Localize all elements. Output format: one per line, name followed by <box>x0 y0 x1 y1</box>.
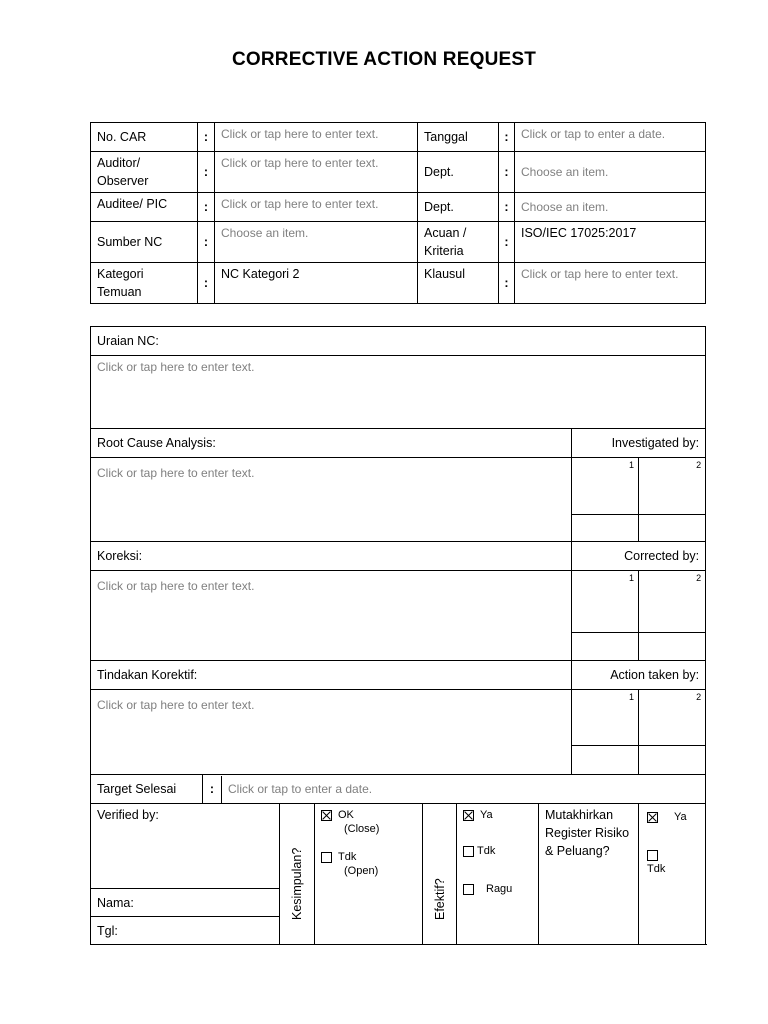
auditor-field[interactable]: Click or tap here to enter text. <box>215 152 418 193</box>
sumber-nc-label: Sumber NC <box>91 222 198 263</box>
koreksi-field[interactable]: Click or tap here to enter text. <box>91 571 572 661</box>
signature-name-2[interactable] <box>639 746 706 775</box>
investigated-by-label: Investigated by: <box>572 429 706 458</box>
no-car-label: No. CAR <box>91 123 198 152</box>
tdk-sub-label: (Open) <box>344 865 379 877</box>
mutakhirkan-ya-option[interactable] <box>647 810 697 824</box>
nama-field[interactable]: Nama: <box>91 889 280 917</box>
tindakan-korektif-label: Tindakan Korektif: <box>91 661 572 690</box>
ya-label: Ya <box>674 811 687 823</box>
colon: : <box>499 193 515 222</box>
acuan-field[interactable]: ISO/IEC 17025:2017 <box>515 222 706 263</box>
tanggal-date-field[interactable]: Click or tap to enter a date. <box>515 123 706 152</box>
efektif-cell <box>423 804 457 945</box>
ok-label: OK <box>338 809 354 821</box>
tdk-label: Tdk <box>477 845 496 857</box>
tgl-field[interactable]: Tgl: <box>91 917 280 945</box>
tdk-label: Tdk <box>338 851 357 863</box>
signature-slot-2[interactable]: 2 <box>639 458 706 515</box>
ok-sub-label: (Close) <box>344 823 380 835</box>
signature-name-2[interactable] <box>639 515 706 542</box>
target-selesai-date-field[interactable]: Click or tap to enter a date. <box>228 781 373 796</box>
dept-dropdown[interactable]: Choose an item. <box>515 193 706 222</box>
klausul-field[interactable]: Click or tap here to enter text. <box>515 263 706 304</box>
colon: : <box>203 776 222 803</box>
tanggal-label: Tanggal <box>418 123 499 152</box>
unchecked-checkbox-icon[interactable] <box>321 852 332 863</box>
efektif-ragu-option[interactable] <box>463 882 532 896</box>
signature-slot-2[interactable]: 2 <box>639 571 706 633</box>
colon: : <box>198 152 215 193</box>
tdk-label: Tdk <box>647 863 666 875</box>
kategori-dropdown[interactable]: NC Kategori 2 <box>215 263 418 304</box>
colon: : <box>198 263 215 304</box>
no-car-field[interactable]: Click or tap here to enter text. <box>215 123 418 152</box>
tindakan-korektif-field[interactable]: Click or tap here to enter text. <box>91 690 572 775</box>
checked-checkbox-icon[interactable] <box>321 810 332 821</box>
ragu-label: Ragu <box>486 883 513 895</box>
klausul-label: Klausul <box>418 263 499 304</box>
dept-label: Dept. <box>418 152 499 193</box>
uraian-nc-label: Uraian NC: <box>91 327 706 356</box>
dept-dropdown[interactable]: Choose an item. <box>515 152 706 193</box>
auditor-label: Auditor/ Observer <box>91 152 198 193</box>
action-taken-by-label: Action taken by: <box>572 661 706 690</box>
efektif-label: Efektif? <box>432 878 447 920</box>
signature-slot-1[interactable]: 1 <box>572 690 639 746</box>
uraian-nc-field[interactable]: Click or tap here to enter text. <box>91 356 706 429</box>
signature-name-1[interactable] <box>572 633 639 661</box>
unchecked-checkbox-icon[interactable] <box>463 846 474 857</box>
auditee-field[interactable]: Click or tap here to enter text. <box>215 193 418 222</box>
colon: : <box>198 123 215 152</box>
kategori-label: Kategori Temuan <box>91 263 198 304</box>
mutakhirkan-tdk-option[interactable] <box>647 848 697 876</box>
corrected-by-label: Corrected by: <box>572 542 706 571</box>
sumber-nc-dropdown[interactable]: Choose an item. <box>215 222 418 263</box>
target-selesai-label: Target Selesai <box>91 775 203 804</box>
rca-field[interactable]: Click or tap here to enter text. <box>91 458 572 542</box>
signature-slot-1[interactable]: 1 <box>572 571 639 633</box>
verified-by-label: Verified by: <box>91 804 280 889</box>
colon: : <box>198 222 215 263</box>
signature-slot-1[interactable]: 1 <box>572 458 639 515</box>
colon: : <box>198 193 215 222</box>
colon: : <box>499 222 515 263</box>
page-title: CORRECTIVE ACTION REQUEST <box>231 49 537 70</box>
checked-checkbox-icon[interactable] <box>463 810 474 821</box>
signature-name-1[interactable] <box>572 746 639 775</box>
colon: : <box>499 152 515 193</box>
acuan-label: Acuan / Kriteria <box>418 222 499 263</box>
ya-label: Ya <box>480 809 493 821</box>
signature-name-2[interactable] <box>639 633 706 661</box>
unchecked-checkbox-icon[interactable] <box>463 884 474 895</box>
colon: : <box>499 123 515 152</box>
unchecked-checkbox-icon[interactable] <box>647 850 658 861</box>
body-table <box>90 326 706 945</box>
ok-close-option[interactable] <box>321 808 416 822</box>
kesimpulan-cell <box>280 804 315 945</box>
checked-checkbox-icon[interactable] <box>647 812 658 823</box>
efektif-tdk-option[interactable] <box>463 844 532 858</box>
colon: : <box>499 263 515 304</box>
rca-label: Root Cause Analysis: <box>91 429 572 458</box>
dept-label: Dept. <box>418 193 499 222</box>
efektif-ya-option[interactable] <box>463 808 532 822</box>
signature-name-1[interactable] <box>572 515 639 542</box>
mutakhirkan-label: Mutakhirkan Register Risiko & Peluang? <box>539 804 639 945</box>
auditee-label: Auditee/ PIC <box>91 193 198 222</box>
signature-slot-2[interactable]: 2 <box>639 690 706 746</box>
header-table <box>90 122 706 304</box>
kesimpulan-label: Kesimpulan? <box>290 847 304 920</box>
koreksi-label: Koreksi: <box>91 542 572 571</box>
tdk-open-option[interactable] <box>321 850 416 864</box>
